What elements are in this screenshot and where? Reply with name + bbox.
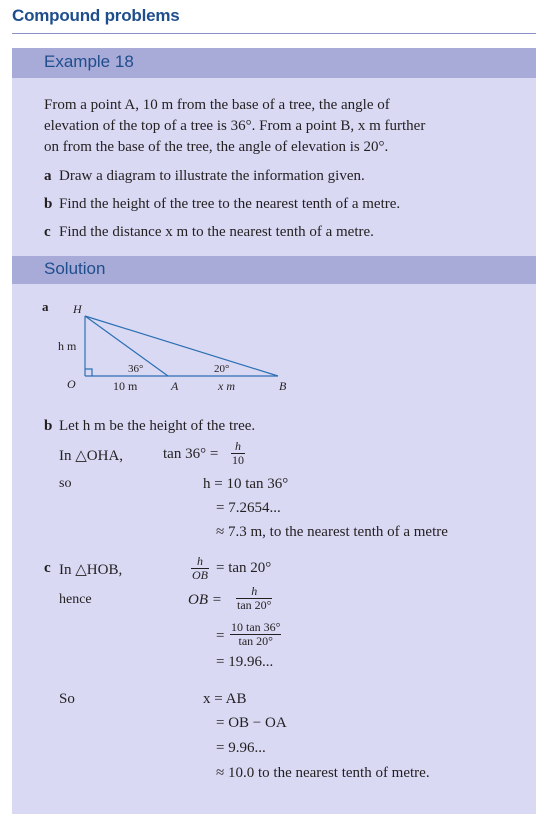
solution-b-eq1-fraction [231, 440, 245, 466]
solution-c-eq6: = OB − OA [216, 715, 287, 731]
fraction-denominator: OB [192, 567, 208, 582]
solution-b-label: b [44, 418, 53, 434]
solution-c-eq7: = 9.96... [216, 740, 266, 756]
point-h-label: H [73, 302, 82, 316]
solution-c-eq4: = 19.96... [216, 654, 274, 670]
angle-20-label: 20° [214, 363, 230, 375]
fraction-numerator: h [231, 440, 245, 454]
solution-b-eq4: ≈ 7.3 m, to the nearest tenth of a metre [216, 524, 448, 540]
part-a-label: a [44, 168, 52, 184]
solution-c-so: So [59, 691, 75, 707]
part-b-text: Find the height of the tree to the nearest tenth of a metre. [59, 196, 401, 212]
part-c-label: c [44, 224, 51, 240]
solution-c-eq3-equals: = [216, 628, 225, 644]
solution-b-eq2: h = 10 tan 36° [203, 476, 289, 492]
part-b-label: b [44, 196, 53, 212]
solution-c-eq8: ≈ 10.0 to the nearest tenth of metre. [216, 765, 430, 781]
solution-c-eq2-fraction [236, 585, 272, 611]
fraction-denominator: tan 20° [238, 633, 273, 648]
fraction-denominator: tan 20° [237, 597, 272, 612]
fraction-numerator: 10 tan 36° [231, 620, 281, 634]
solution-c-eq5: x = AB [203, 691, 247, 707]
solution-c-in-triangle: In △HOB, [59, 562, 123, 578]
fraction-denominator: 10 [232, 452, 244, 467]
fraction-numerator: h [191, 555, 209, 569]
sightline-a [85, 316, 168, 376]
ab-length-label: x m [218, 379, 235, 393]
solution-title: Solution [44, 259, 106, 278]
right-angle-marker [85, 369, 92, 376]
solution-c-eq3-fraction [230, 621, 281, 647]
point-o-label: O [67, 377, 76, 391]
solution-c-eq2-lhs: OB = [188, 592, 222, 608]
solution-c-eq1-fraction [191, 555, 209, 581]
fraction-numerator: h [236, 585, 272, 599]
height-label: h m [58, 339, 77, 353]
part-a-text: Draw a diagram to illustrate the information given. [59, 168, 365, 184]
solution-c-label: c [44, 560, 51, 576]
solution-b-intro: Let h m be the height of the tree. [59, 418, 256, 434]
solution-b-in-triangle: In △OHA, [59, 448, 124, 464]
point-b-label: B [279, 379, 287, 393]
angle-36-label: 36° [128, 363, 144, 375]
point-a-label: A [171, 379, 179, 393]
solution-c-eq1-rhs: = tan 20° [216, 560, 272, 576]
example-title: Example 18 [44, 52, 134, 71]
page-heading: Compound problems [12, 6, 180, 25]
example-intro-line-1: From a point A, 10 m from the base of a tree, the angle of [44, 97, 390, 113]
sightline-b [85, 316, 278, 376]
example-intro-line-3: on from the base of the tree, the angle of elevation is 20°. [44, 139, 389, 155]
oa-length-label: 10 m [113, 379, 138, 393]
part-c-text: Find the distance x m to the nearest tenth of a metre. [59, 224, 374, 240]
solution-b-so: so [59, 476, 72, 491]
solution-b-eq1-lhs: tan 36° = [163, 446, 219, 462]
solution-c-hence: hence [59, 592, 92, 607]
triangle-diagram [0, 0, 548, 400]
solution-b-eq3: = 7.2654... [216, 500, 281, 516]
example-intro-line-2: elevation of the top of a tree is 36°. From a point B, x m further [44, 118, 426, 134]
solution-a-label: a [42, 299, 49, 314]
